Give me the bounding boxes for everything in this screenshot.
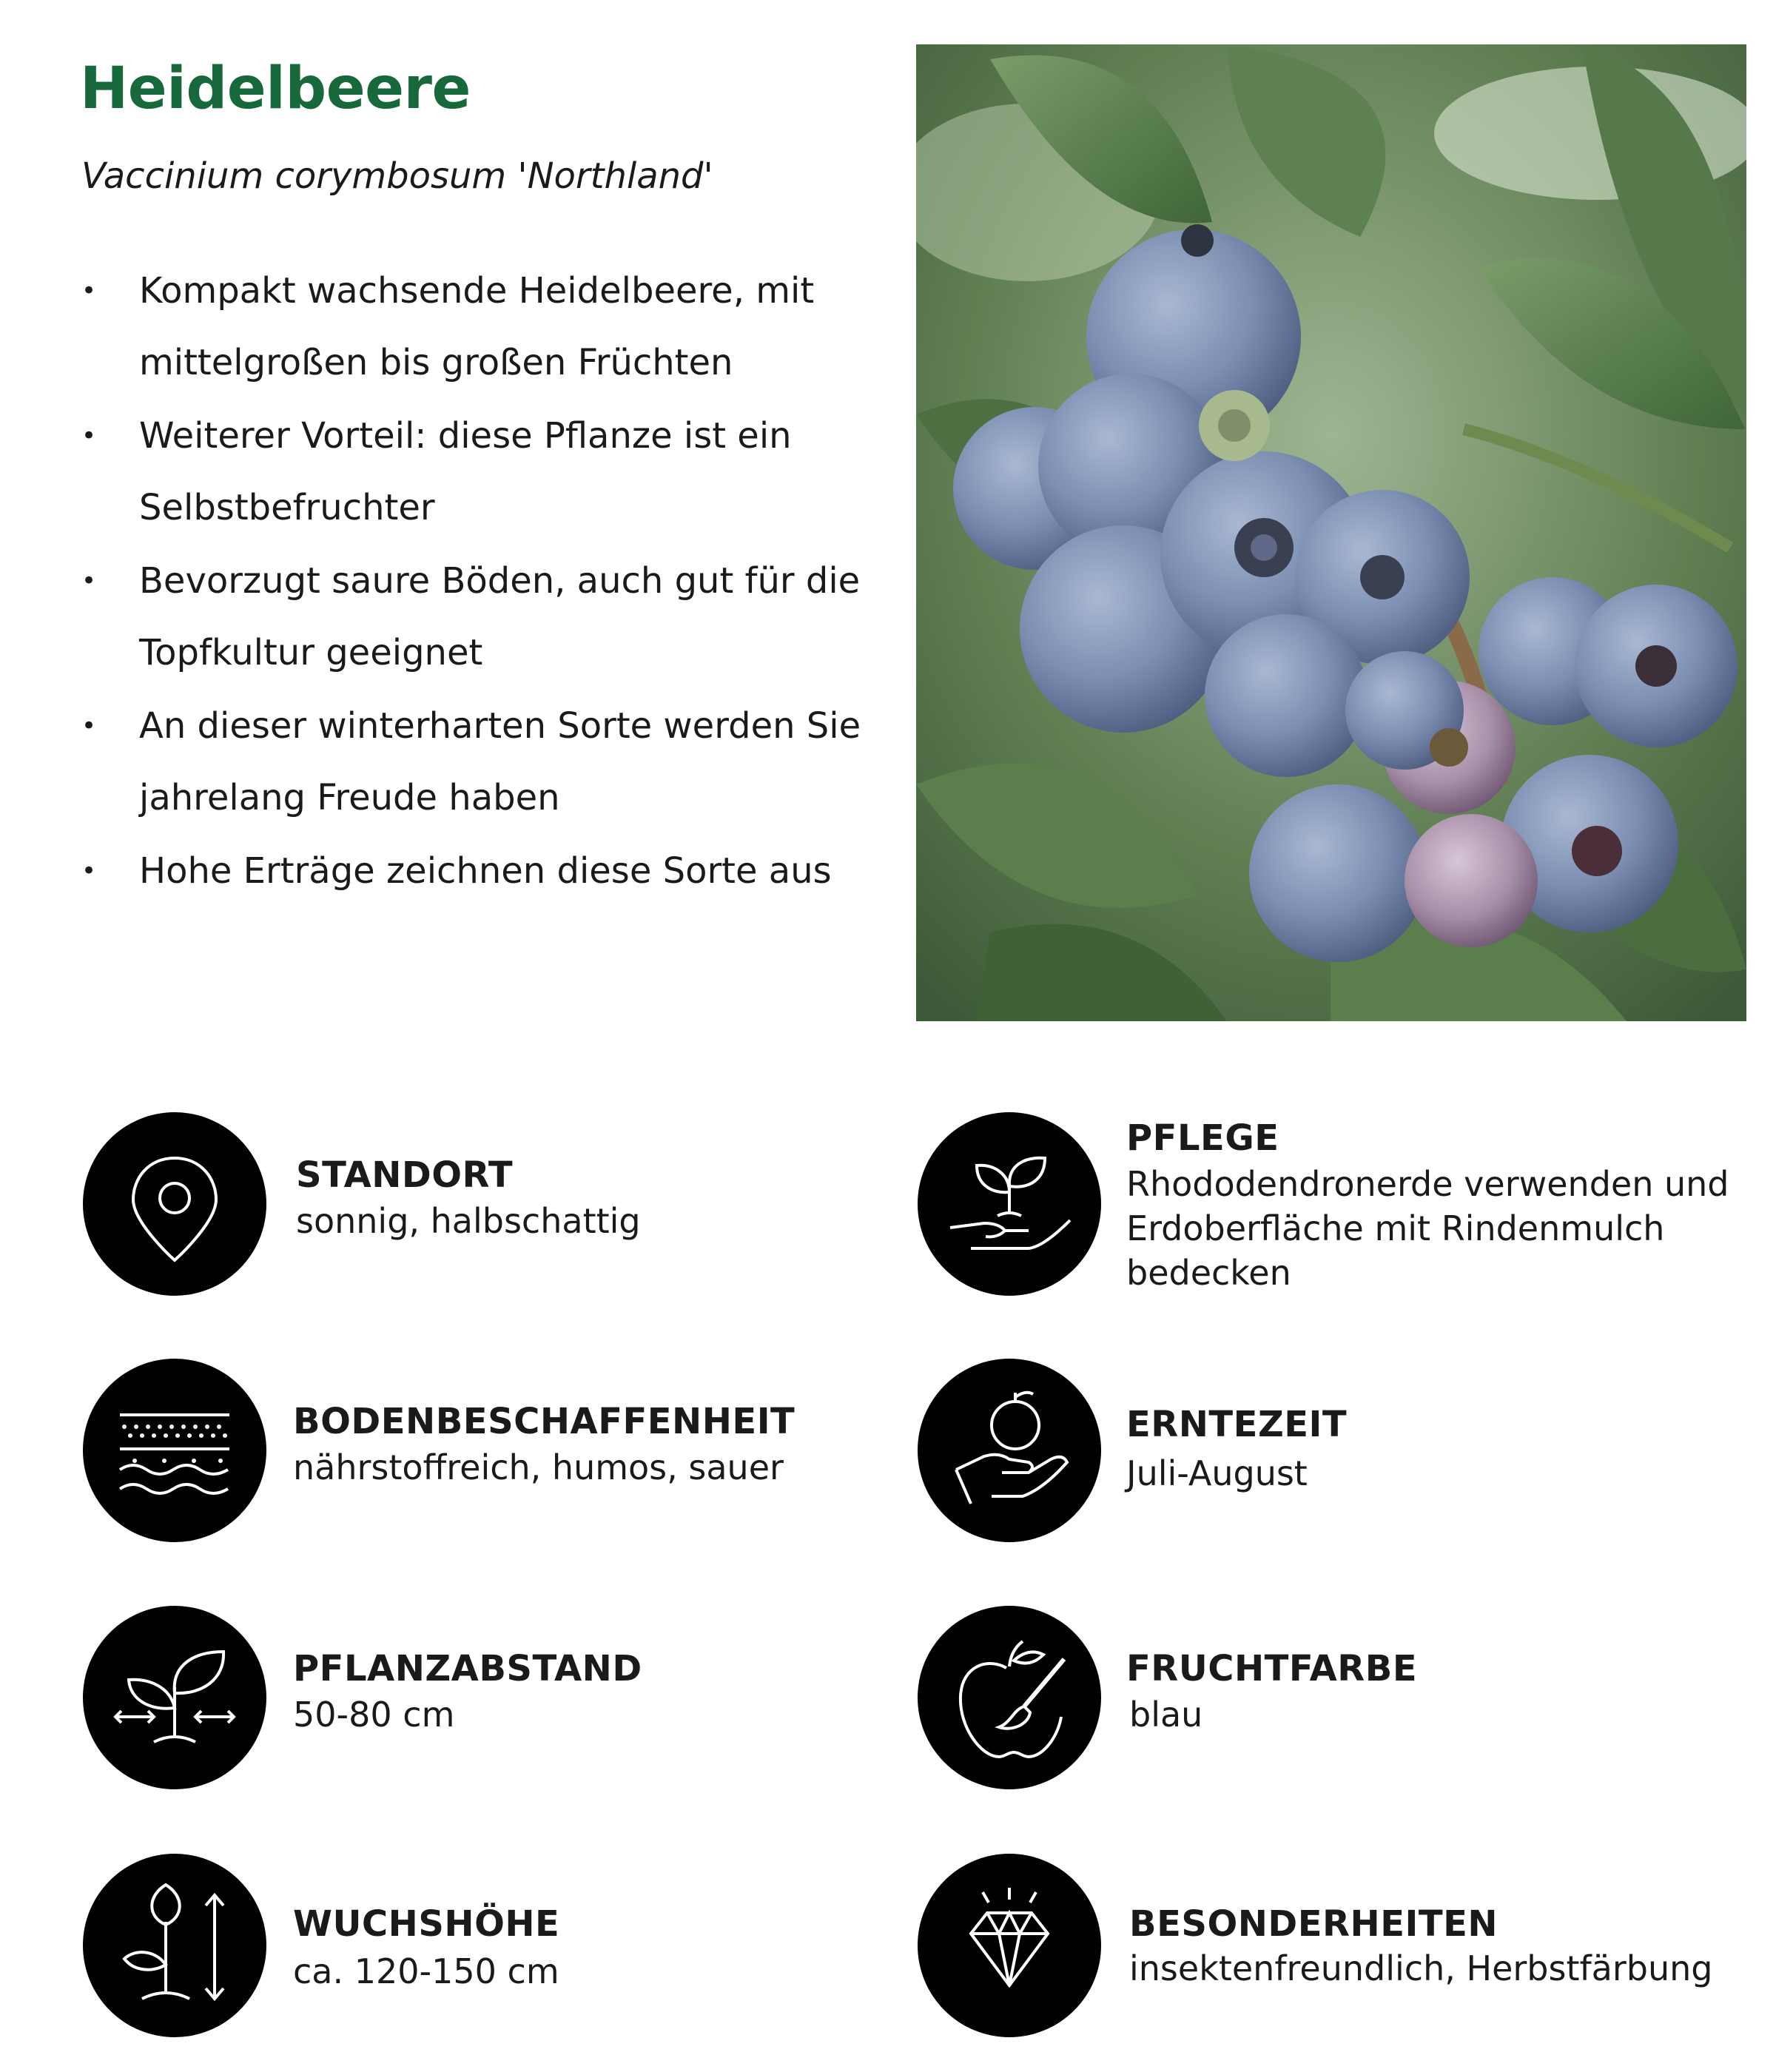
apple-brush-icon — [918, 1606, 1101, 1789]
besonder-badge — [918, 1854, 1101, 2037]
boden-badge — [83, 1359, 266, 1542]
bullet-icon: • — [81, 276, 97, 306]
pflege-label: PFLEGE — [1126, 1117, 1279, 1159]
botanical-name: Vaccinium corymbosum 'Northland' — [81, 155, 713, 197]
product-photo — [916, 44, 1746, 1021]
besonder-label: BESONDERHEITEN — [1129, 1903, 1498, 1945]
bullet-icon: • — [81, 566, 97, 596]
abstand-badge — [83, 1606, 266, 1789]
standort-badge — [83, 1112, 266, 1296]
bullet-icon: • — [81, 711, 97, 741]
diamond-icon — [918, 1854, 1101, 2037]
pflege-value-line2: Erdoberfläche mit Rindenmulch — [1126, 1208, 1665, 1248]
standort-label: STANDORT — [296, 1154, 514, 1196]
hand-seedling-icon — [918, 1112, 1101, 1296]
feature-line: Hohe Erträge zeichnen diese Sorte aus — [139, 850, 832, 892]
ernte-label: ERNTEZEIT — [1126, 1404, 1348, 1445]
feature-list — [80, 255, 879, 909]
plant-height-icon — [83, 1854, 266, 2037]
ernte-value: Juli-August — [1126, 1453, 1308, 1493]
farbe-label: FRUCHTFARBE — [1126, 1648, 1418, 1689]
feature-line: Weiterer Vorteil: diese Pflanze ist ein — [139, 415, 792, 457]
abstand-label: PFLANZABSTAND — [293, 1648, 642, 1689]
feature-line: Topfkultur geeignet — [139, 632, 483, 673]
feature-item — [80, 255, 879, 399]
boden-value: nährstoffreich, humos, sauer — [293, 1447, 784, 1487]
hoehe-value: ca. 120-150 cm — [293, 1951, 559, 1991]
feature-item — [80, 690, 879, 834]
abstand-value: 50-80 cm — [293, 1695, 455, 1735]
pflege-badge — [918, 1112, 1101, 1296]
product-title: Heidelbeere — [80, 56, 471, 122]
hoehe-label: WUCHSHÖHE — [293, 1903, 560, 1945]
standort-value: sonnig, halbschattig — [296, 1201, 641, 1241]
pflege-value-line3: bedecken — [1126, 1253, 1291, 1293]
feature-item — [80, 400, 879, 544]
bullet-icon: • — [81, 421, 97, 451]
besonder-value: insektenfreundlich, Herbstfärbung — [1129, 1948, 1713, 1988]
feature-item — [80, 545, 879, 689]
farbe-value: blau — [1129, 1695, 1203, 1735]
feature-line: mittelgroßen bis großen Früchten — [139, 342, 733, 383]
ernte-badge — [918, 1359, 1101, 1542]
hoehe-badge — [83, 1854, 266, 2037]
plant-spacing-icon — [83, 1606, 266, 1789]
feature-line: An dieser winterharten Sorte werden Sie — [139, 705, 861, 747]
feature-line: jahrelang Freude haben — [139, 777, 560, 818]
bullet-icon: • — [81, 856, 97, 886]
feature-line: Selbstbefruchter — [139, 487, 435, 528]
feature-item — [80, 835, 879, 907]
hand-fruit-icon — [918, 1359, 1101, 1542]
location-pin-icon — [83, 1112, 266, 1296]
feature-line: Kompakt wachsende Heidelbeere, mit — [139, 270, 815, 312]
pflege-value-line1: Rhododendronerde verwenden und — [1126, 1164, 1729, 1204]
boden-label: BODENBESCHAFFENHEIT — [293, 1401, 796, 1442]
farbe-badge — [918, 1606, 1101, 1789]
feature-line: Bevorzugt saure Böden, auch gut für die — [139, 560, 861, 602]
soil-layers-icon — [83, 1359, 266, 1542]
blueberry-photo-illustration — [916, 44, 1746, 1021]
